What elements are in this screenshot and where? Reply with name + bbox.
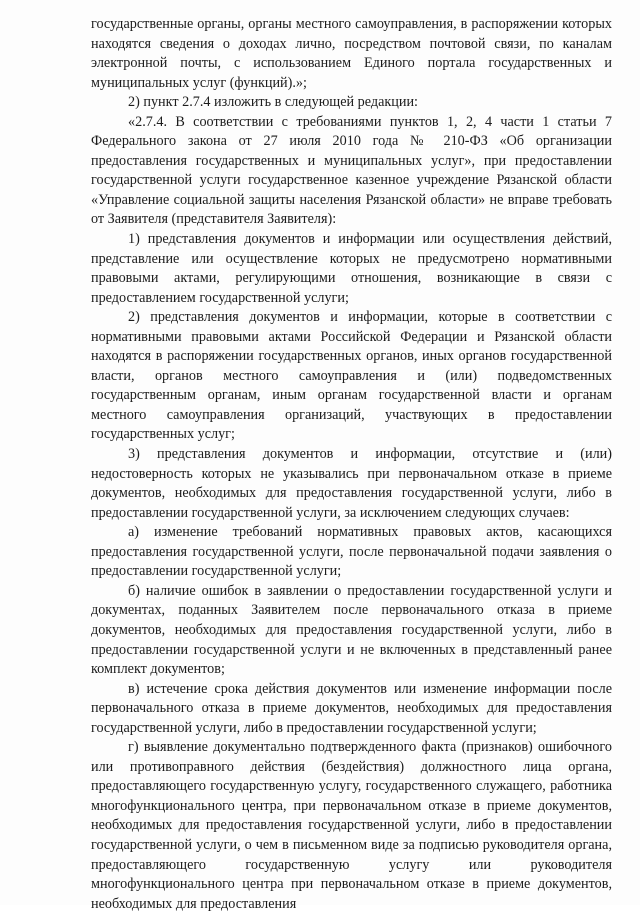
paragraph-sub-v: в) истечение срока действия документов или изменение информации после первоначального отказа в приеме документов, необходимых для предоставления государственной услуги, либо в предоставлении государственной услуги; (91, 680, 612, 736)
paragraph-sub-1: 1) представления документов и информации или осуществления действий, представление или осуществление которых не предусмотрено нормативными правовыми актами, регулирующими отношения, возникающие в связи с предоставлением государственной услуги; (91, 231, 612, 306)
paragraph-sub-2: 2) представления документов и информации, которые в соответствии с нормативными правовыми актами Российской Федерации и Рязанской области находятся в распоряжении государственных органов, иных органов государственной власти, органов местного самоуправления и (или) подведомственных государственным органам, иным органам государственной власти и органам местного самоуправления организаций, участвующих в предоставлении государственных услуг; (91, 309, 612, 443)
paragraph-sub-g: г) выявление документально подтвержденного факта (признаков) ошибочного или противоправного действия (бездействия) должностного лица органа, предоставляющего государственную услугу, государственного служащего, работника многофункционального центра, при первоначальном отказе в приеме документов, необходимых для предоставления государственной услуги, либо в предоставлении государственной услуги, о чем в письменном виде за подписью руководителя органа, предоставляющего государственную услугу или руководителя многофункционального центра при первоначальном отказе в приеме документов, необходимых для предоставления (91, 739, 612, 912)
document-body (91, 15, 612, 914)
paragraph-sub-a: а) изменение требований нормативных правовых актов, касающихся предоставления государственной услуги, после первоначальной подачи заявления о предоставлении государственной услуги; (91, 524, 612, 580)
paragraph-2-7-4: «2.7.4. В соответствии с требованиями пунктов 1, 2, 4 части 1 статьи 7 Федерального закона от 27 июля 2010 года № 210-ФЗ «Об организации предоставления государственных и муниципальных услуг», при предоставлении государственной услуги государственное казенное учреждение Рязанской области «Управление социальной защиты населения Рязанской области» не вправе требовать от Заявителя (представителя Заявителя): (91, 113, 612, 228)
paragraph-sub-3: 3) представления документов и информации, отсутствие и (или) недостоверность которых не указывались при первоначальном отказе в приеме документов, необходимых для предоставления государственной услуги, либо в предоставлении государственной услуги, за исключением следующих случаев: (91, 446, 612, 521)
paragraph-sub-b: б) наличие ошибок в заявлении о предоставлении государственной услуги и документах, поданных Заявителем после первоначального отказа в приеме документов, необходимых для предоставления государственной услуги, либо в предоставлении государственной услуги и не включенных в представленный ранее комплект документов; (91, 582, 612, 678)
paragraph-continuation: государственные органы, органы местного самоуправления, в распоряжении которых находятся сведения о доходах лично, посредством почтовой связи, по каналам электронной почты, с использованием Единого портала государственных и муниципальных услуг (функций).»; (91, 16, 612, 91)
paragraph-item-2: 2) пункт 2.7.4 изложить в следующей редакции: (128, 94, 418, 111)
